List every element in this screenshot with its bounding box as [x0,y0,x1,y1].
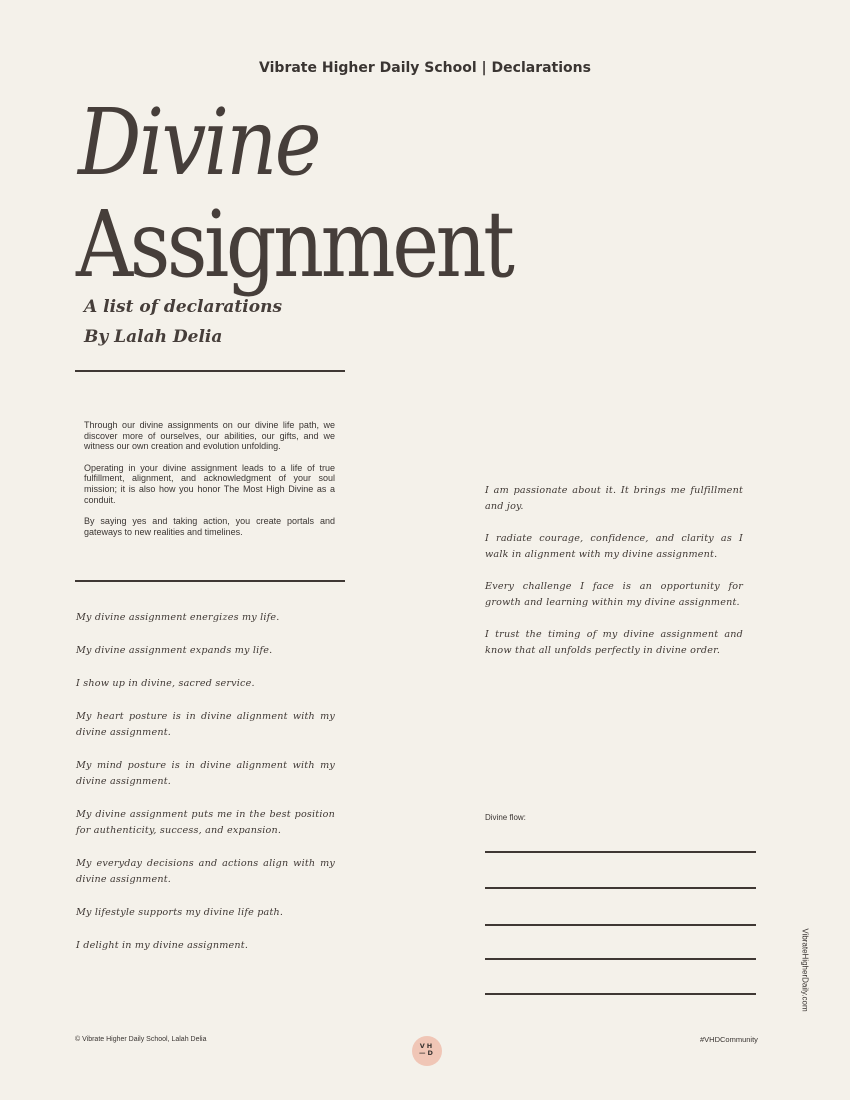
declaration: My divine assignment energizes my life. [76,612,280,623]
declaration: I am passionate about it. It brings me fulfillment and joy. [485,485,743,512]
declaration: I radiate courage, confidence, and clarity as I walk in alignment with my divine assignment. [485,533,743,560]
intro-paragraph: Operating in your divine assignment leads to a life of true fulfillment, alignment, and acknowledgment of your soul mission; it is also how you honor The Most High Divine as a conduit. [84,462,335,505]
declaration: My lifestyle supports my divine life path. [76,907,284,918]
writing-line[interactable] [485,887,756,889]
declaration: My everyday decisions and actions align with my divine assignment. [76,858,335,885]
intro-paragraph: Through our divine assignments on our divine life path, we discover more of ourselves, our abilities, our gifts, and we witness our own creation and evolution unfolding. [84,420,335,452]
declarations-left [76,610,335,971]
title-assignment: Assignment [76,191,512,298]
divider-bottom [75,580,345,582]
writing-line[interactable] [485,958,756,960]
declaration: My divine assignment expands my life. [76,645,273,656]
vhd-logo [412,1036,442,1066]
declaration: I show up in divine, sacred service. [76,678,255,689]
declaration: I trust the timing of my divine assignment and know that all unfolds perfectly in divine order. [485,629,743,656]
logo-bottom-text: —D [419,1049,435,1057]
declaration: Every challenge I face is an opportunity for growth and learning within my divine assignment. [485,581,743,608]
divider-top [75,370,345,372]
writing-line[interactable] [485,924,756,926]
declarations-right [485,483,743,675]
title-divine: Divine [78,89,320,196]
page-header: Vibrate Higher Daily School | Declarations [259,60,591,76]
intro-text [84,420,335,548]
declaration: I delight in my divine assignment. [76,940,249,951]
writing-line[interactable] [485,993,756,995]
footer-hashtag: #VHDCommunity [700,1035,758,1044]
declaration: My heart posture is in divine alignment with my divine assignment. [76,711,335,738]
author: By Lalah Delia [84,327,223,347]
intro-paragraph: By saying yes and taking action, you create portals and gateways to new realities and timelines. [84,516,335,537]
divine-flow-label: Divine flow: [485,813,526,822]
logo-top-text: VH [419,1042,435,1050]
declaration: My divine assignment puts me in the best position for authenticity, success, and expansion. [76,809,335,836]
footer-copyright: © Vibrate Higher Daily School, Lalah Delia [75,1036,207,1043]
side-url: VibrateHigherDaily.com [800,928,810,1012]
declaration: My mind posture is in divine alignment with my divine assignment. [76,760,335,787]
subtitle: A list of declarations [84,297,283,317]
writing-line[interactable] [485,851,756,853]
